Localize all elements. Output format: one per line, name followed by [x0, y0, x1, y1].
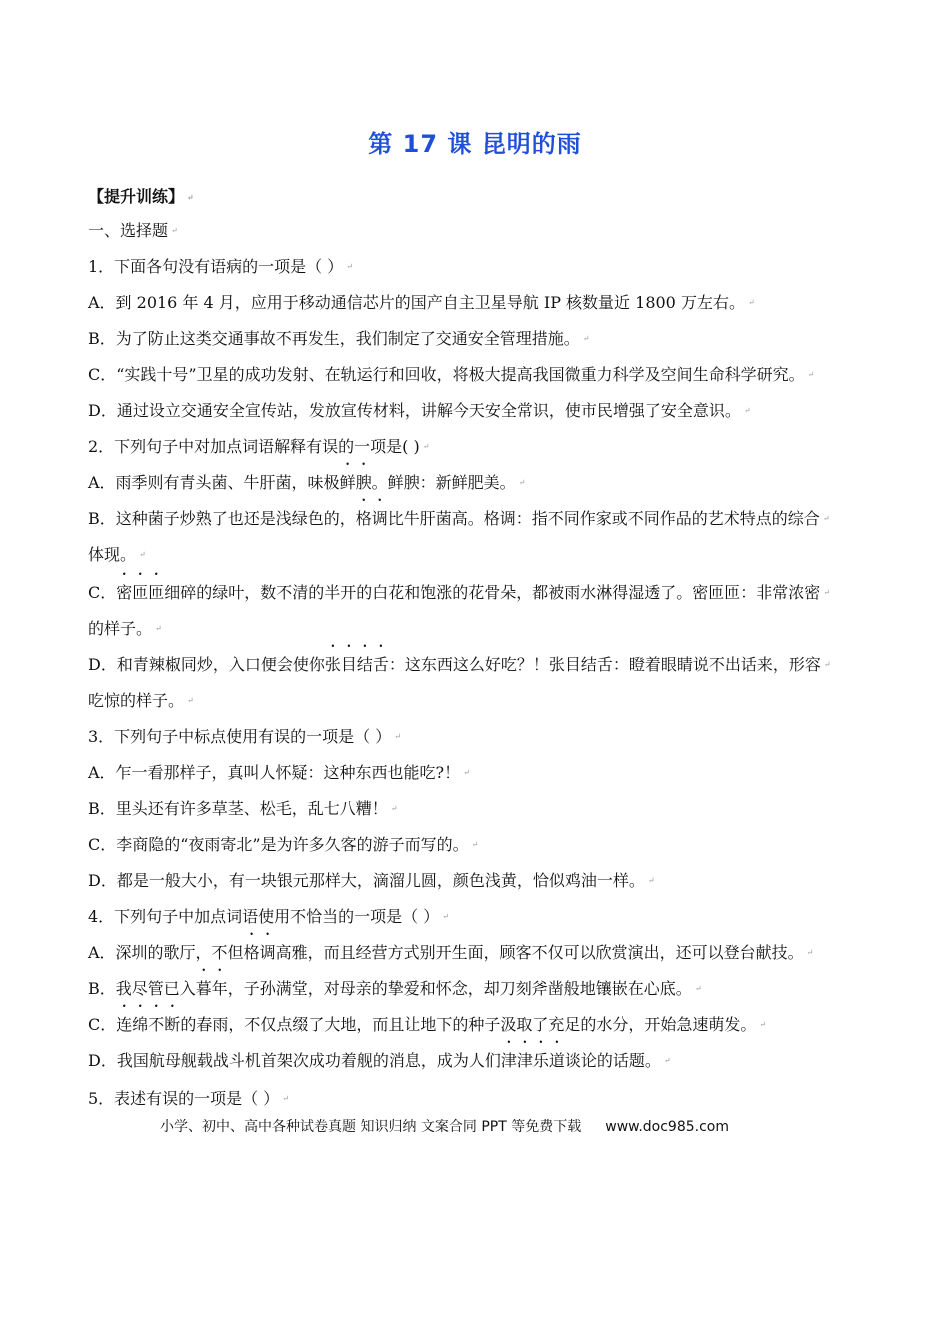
paragraph-mark: ↵ [471, 840, 479, 849]
question-1-stem: 1．下面各句没有语病的一项是（ ） ↵ [88, 257, 353, 276]
question-3-option-d: D．都是一般大小，有一块银元那样大，滴溜儿圆，颜色浅黄，恰似鸡油一样。 ↵ [88, 871, 655, 890]
page-title: 第 17 课 昆明的雨 [368, 130, 582, 158]
paragraph-mark: ↵ [518, 478, 526, 487]
question-3-option-b: B．里头还有许多草茎、松毛，乱七八糟！ ↵ [88, 799, 398, 818]
paragraph-mark: ↵ [463, 768, 470, 777]
footer [160, 1116, 729, 1136]
paragraph-mark: ↵ [743, 406, 751, 415]
paragraph-mark: ↵ [647, 876, 655, 885]
paragraph-mark: ↵ [822, 514, 830, 523]
question-3-option-c: C．李商隐的“夜雨寄北”是为许多久客的游子而写的。 ↵ [88, 835, 479, 854]
paragraph-mark: ↵ [187, 696, 194, 705]
paragraph-mark: ↵ [806, 948, 814, 957]
question-2-stem: 2．下列句子中对加点词语解释有误的一项是( ) ↵ [88, 437, 430, 456]
question-2-option-a: A．雨季则有青头菌、牛肝菌，味极鲜腴。鲜腴：新鲜肥美。 ↵ [88, 473, 526, 492]
section-heading: 【提升训练】 ↵ [88, 187, 194, 206]
paragraph-mark: ↵ [663, 1056, 671, 1065]
question-4-option-a: A．深圳的歌厅，不但格调高雅，而且经营方式别开生面，顾客不仅可以欣赏演出，还可以登台献技。 ↵ [88, 943, 814, 962]
question-4-stem: 4．下列句子中加点词语使用不恰当的一项是（ ） ↵ [88, 907, 449, 926]
question-4-option-b: B．我尽管已入暮年，子孙满堂，对母亲的挚爱和怀念，却刀刻斧凿般地镶嵌在心底。 ↵ [88, 979, 702, 998]
paragraph-mark: ↵ [823, 588, 831, 597]
paragraph-mark: ↵ [155, 624, 162, 633]
paragraph-mark: ↵ [823, 660, 831, 669]
paragraph-mark: ↵ [187, 192, 194, 202]
paragraph-mark: ↵ [390, 804, 398, 813]
question-3-option-a: A．乍一看那样子，真叫人怀疑：这种东西也能吃?！ ↵ [88, 763, 470, 782]
paragraph-mark: ↵ [747, 298, 755, 307]
question-1-option-d: D．通过设立交通安全宣传站，发放宣传材料，讲解今天安全常识，使市民增强了安全意识。 ↵ [88, 401, 751, 420]
question-1-option-c: C．“实践十号”卫星的成功发射、在轨运行和回收，将极大提高我国微重力科学及空间生命科学研究。 ↵ [88, 365, 815, 384]
footer-text: 小学、初中、高中各种试卷真题 知识归纳 文案合同 PPT 等免费下载 [160, 1119, 582, 1135]
paragraph-mark: ↵ [346, 262, 353, 271]
question-2-option-d: D．和青辣椒同炒，入口便会使你张目结舌：这东西这么好吃？！张目结舌：瞪着眼睛说不出话来，形容 ↵ [88, 655, 831, 674]
question-3-stem: 3．下列句子中标点使用有误的一项是（ ） ↵ [88, 727, 401, 746]
paragraph-mark: ↵ [694, 984, 702, 993]
question-1-option-b: B．为了防止这类交通事故不再发生，我们制定了交通安全管理措施。 ↵ [88, 329, 590, 348]
paragraph-mark: ↵ [282, 1094, 289, 1103]
paragraph-mark: ↵ [807, 370, 815, 379]
question-2-option-c-cont: 的样子。 ↵ [88, 619, 162, 638]
footer-url[interactable]: www.doc985.com [605, 1119, 729, 1135]
paragraph-mark: ↵ [422, 442, 430, 451]
question-1-option-a: A．到 2016 年 4 月，应用于移动通信芯片的国产自主卫星导航 IP 核数量近 1800 万左右。 ↵ [88, 293, 755, 312]
paragraph-mark: ↵ [759, 1020, 767, 1029]
question-4-option-c: C．连绵不断的春雨，不仅点缀了大地，而且让地下的种子汲取了充足的水分，开始急速萌发。 ↵ [88, 1015, 767, 1034]
paragraph-mark: ↵ [582, 334, 590, 343]
part-heading: 一、选择题 ↵ [88, 221, 178, 240]
question-4-option-d: D．我国航母舰载战斗机首架次成功着舰的消息，成为人们津津乐道谈论的话题。 ↵ [88, 1051, 671, 1070]
paragraph-mark: ↵ [139, 550, 146, 559]
question-2-option-b: B．这种菌子炒熟了也还是浅绿色的，格调比牛肝菌高。格调：指不同作家或不同作品的艺术特点的综合 ↵ [88, 509, 830, 528]
question-5-stem: 5．表述有误的一项是（ ） ↵ [88, 1089, 289, 1108]
question-2-option-b-cont: 体现。 ↵ [88, 545, 146, 564]
paragraph-mark: ↵ [394, 732, 401, 741]
question-2-option-c: C．密匝匝细碎的绿叶，数不清的半开的白花和饱涨的花骨朵，都被雨水淋得湿透了。密匝匝：非常浓密 ↵ [88, 583, 831, 602]
paragraph-mark: ↵ [171, 226, 178, 235]
question-2-option-d-cont: 吃惊的样子。 ↵ [88, 691, 194, 710]
paragraph-mark: ↵ [442, 912, 449, 921]
